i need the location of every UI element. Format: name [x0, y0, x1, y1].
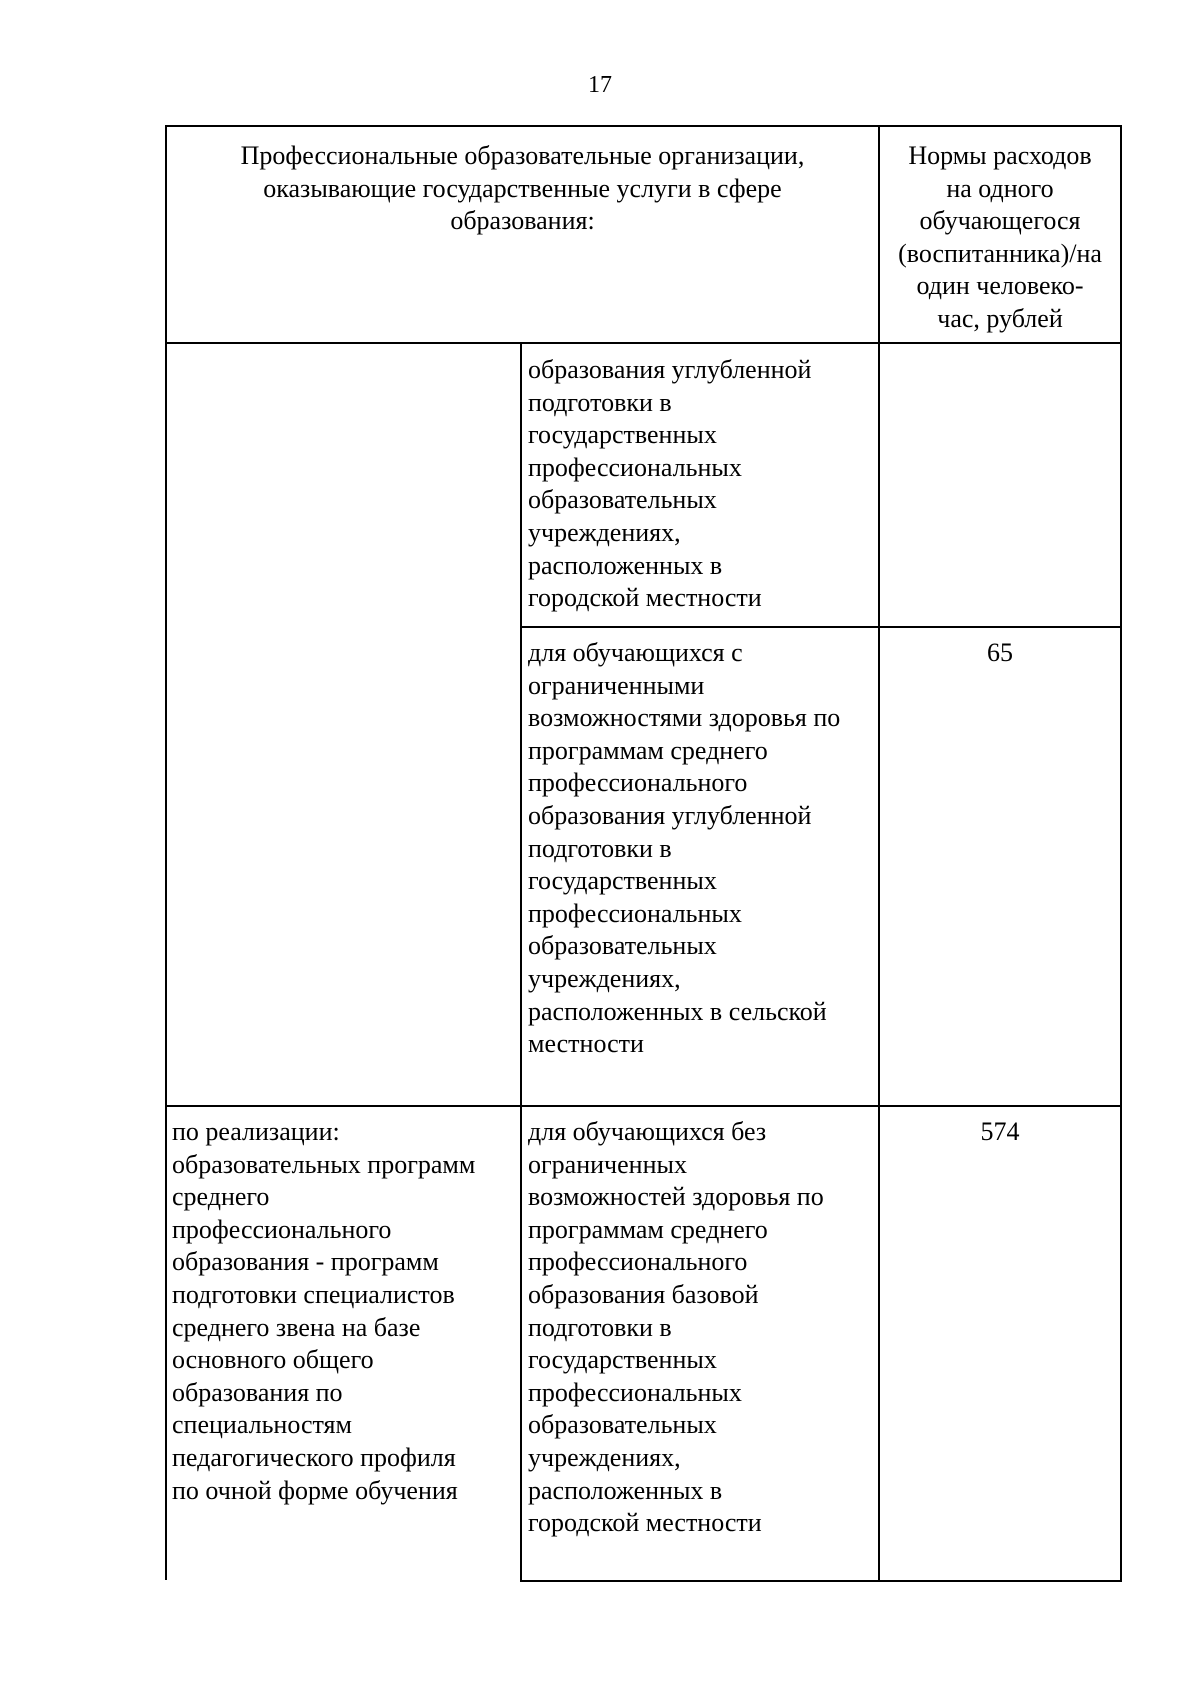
table-right-border — [1120, 125, 1122, 1582]
row1-bottom-border — [520, 626, 1121, 628]
header-norms-cell — [880, 140, 1120, 336]
row-1-category-text: образования углубленной подготовки в государственных профессиональных образовательных учреждениях, расположенных в городской местности — [528, 355, 812, 613]
header-organizations-cell — [167, 140, 878, 238]
row-3-category-text: для обучающихся без ограниченных возможностей здоровья по программам среднего профессионального образования базовой подготовки в государственных профессиональных образовательных учреждениях, расположенных в городской местности — [528, 1117, 824, 1538]
row-3-program-text: по реализации: образовательных программ среднего профессионального образования - программ подготовки специалистов среднего звена на базе основного общего образования по специальностям педагогического профиля по очной форме обучения — [172, 1117, 476, 1505]
table-row-2-category — [528, 637, 876, 1061]
table-top-border — [165, 125, 1121, 127]
table-row-3-category — [528, 1116, 876, 1540]
row3-bottom-border — [520, 1580, 1121, 1582]
table-row-3-value — [880, 1116, 1120, 1149]
header-organizations-text: Профессиональные образовательные организации, оказывающие государственные услуги в сфере образования: — [240, 141, 805, 236]
row-2-value-text: 65 — [987, 638, 1013, 667]
table-row-1-category — [528, 354, 876, 615]
header-norms-text: Нормы расходов на одного обучающегося (воспитанника)/на один человеко- час, рублей — [898, 141, 1102, 333]
page-number: 17 — [588, 72, 612, 98]
row-2-category-text: для обучающихся с ограниченными возможностями здоровья по программам среднего профессионального образования углубленной подготовки в государственных профессиональных образовательных учреждениях, расположенных в сельской местности — [528, 638, 841, 1059]
header-bottom-border — [165, 342, 1121, 344]
table-row-2-value — [880, 637, 1120, 670]
column2-border — [520, 342, 522, 1582]
row-3-value-text: 574 — [980, 1117, 1020, 1146]
table-row-3-program — [172, 1116, 518, 1507]
column3-border — [878, 125, 880, 1582]
row2-bottom-border — [165, 1105, 1121, 1107]
table-left-border — [165, 125, 167, 1580]
